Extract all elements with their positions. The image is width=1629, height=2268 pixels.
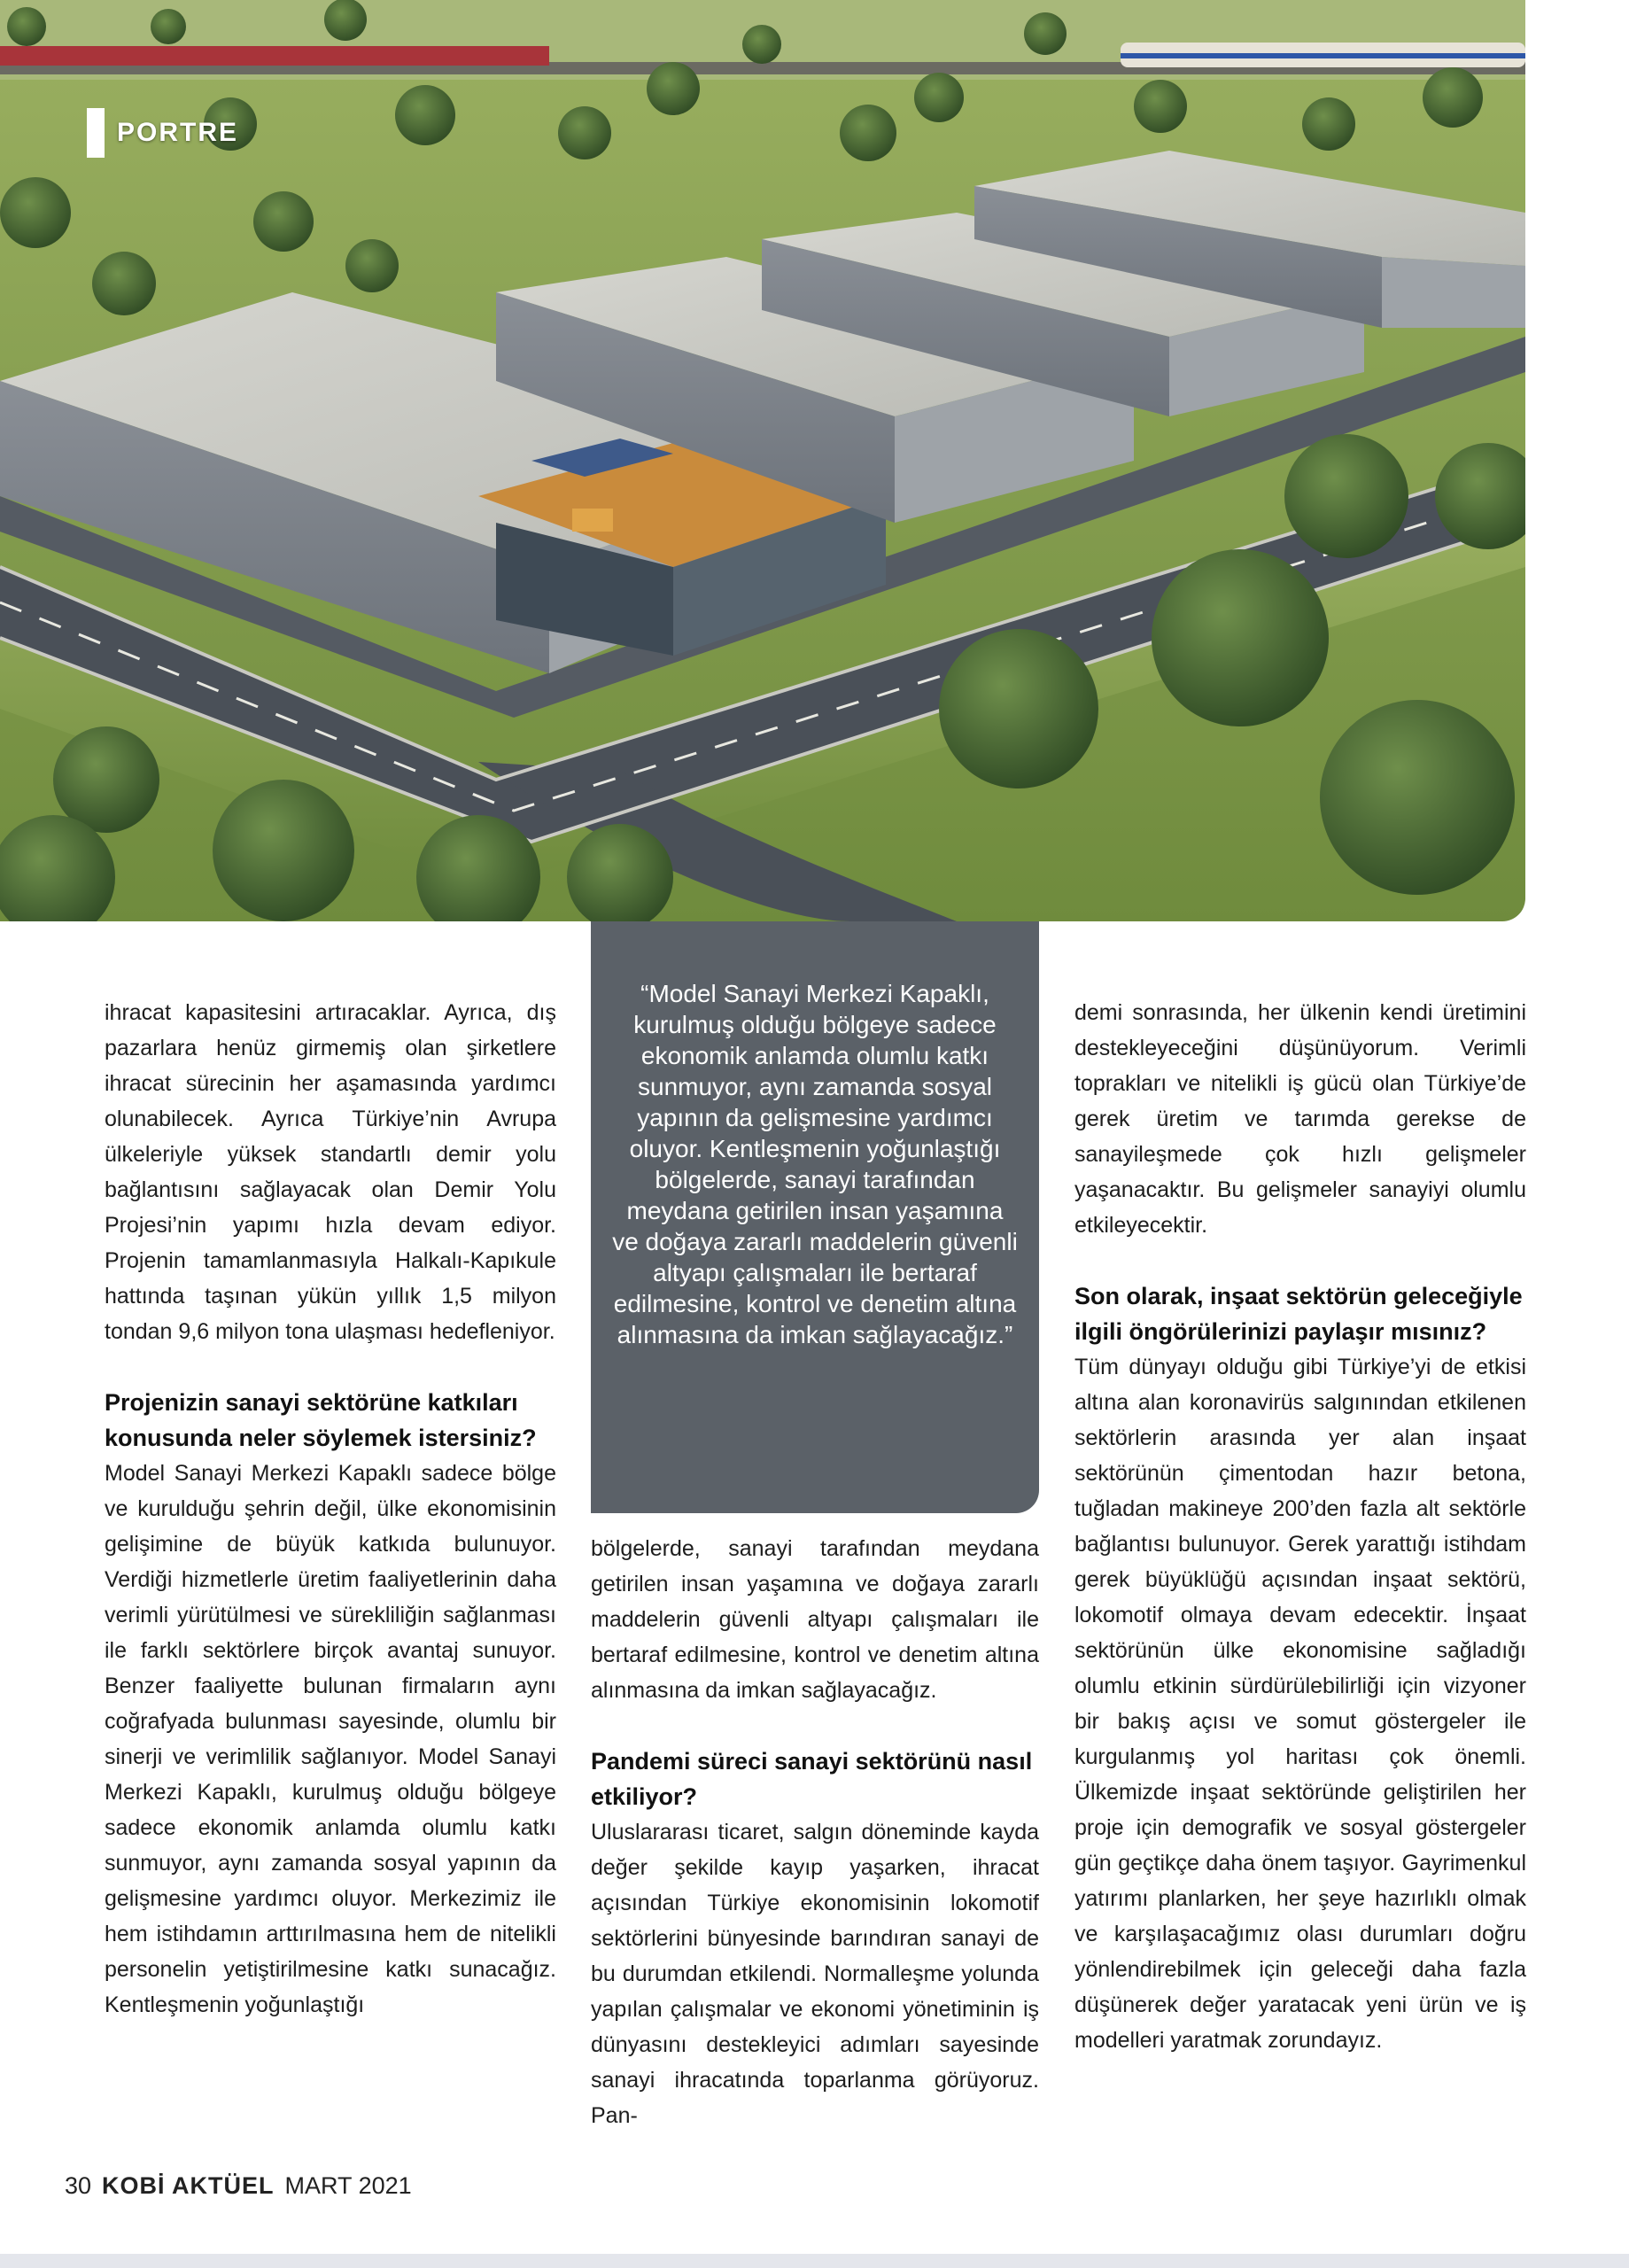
paragraph: bölgelerde, sanayi tarafından meydana getirilen insan yaşamına ve doğaya zararlı maddelerin güvenli altyapı çalışmaları ile bertaraf edilmesine, kontrol ve denetim altına alınmasına da imkan sağlayacağız. bbox=[591, 1536, 1039, 1703]
paragraph: demi sonrasında, her ülkenin kendi üretimini destekleyeceğini düşünüyorum. Verimli toprakları ve nitelikli iş gücü olan Türkiye’de gerek üretim ve tarımda gerekse de sanayileşmede çok hızlı gelişmeler yaşanacaktır. Bu gelişmeler sanayiyi olumlu etkileyecektir. bbox=[1074, 1000, 1526, 1238]
section-label: PORTRE bbox=[117, 118, 239, 147]
paragraph: Model Sanayi Merkezi Kapaklı sadece bölge ve kurulduğu şehrin değil, ülke ekonomisinin gelişimine de büyük katkıda bulunuyor. Verdiği hizmetlerle üretim faaliyetlerinin daha verimli yürütülmesi ve sürekliliğin sağlanması ile farklı sektörlere birçok avantaj sunuyor. Benzer faaliyette bulunan firmaların aynı coğrafyada bulunması sayesinde, olumlu bir sinerji ve verimlilik sağlanıyor. Model Sanayi Merkezi Kapaklı, kurulmuş olduğu bölgeye sadece ekonomik anlamda olumlu katkı sunmuyor, aynı zamanda sosyal yapının da gelişmesine yardımcı oluyor. Merkezimiz ile hem istihdamın arttırılmasına hem de nitelikli personelin yetiştirilmesine katkı sunacağız. Kentleşmenin yoğunlaştığı bbox=[105, 1461, 556, 2017]
text-column-2 bbox=[591, 1531, 1039, 2133]
pull-quote-box bbox=[591, 921, 1039, 1513]
text-column-1 bbox=[105, 995, 556, 2023]
question-heading: Son olarak, inşaat sektörün geleceğiyle ilgili öngörülerinizi paylaşır mısınız? bbox=[1074, 1283, 1523, 1345]
question-heading: Pandemi süreci sanayi sektörünü nasıl etkiliyor? bbox=[591, 1748, 1033, 1810]
page-footer bbox=[65, 2172, 412, 2200]
page-number: 30 bbox=[65, 2172, 92, 2199]
paragraph: Tüm dünyayı olduğu gibi Türkiye’yi de etkisi altına alan koronavirüs salgınından etkilenen sektörlerin arasında yer alan inşaat sektörünün çimentodan hazır betona, tuğladan makineye 200’den fazla alt sektörle bağlantısı bulunuyor. Gerek yarattığı istihdam gerek büyüklüğü açısından inşaat sektörü, lokomotif olmaya devam edecektir. İnşaat sektörünün ülke ekonomisine sağladığı olumlu etkinin sürdürülebilirliği için vizyoner bir bakış açısı ve somut göstergeler ile kurgulanmış yol haritası çok önemli. Ülkemizde inşaat sektöründe geliştirilen her proje için demografik ve sosyal göstergeler gün geçtikçe daha önem taşıyor. Gayrimenkul yatırımı planlarken, her şeye hazırlıklı olmak ve karşılaşacağımız olası durumları doğru yönlendirebilmek için geleceği daha fazla düşünerek değer yaratacak yeni ürün ve iş modelleri yaratmak zorundayız. bbox=[1074, 1355, 1526, 2053]
freight-train-icon bbox=[0, 46, 549, 66]
paragraph: Uluslararası ticaret, salgın döneminde kayda değer şekilde kayıp yaşarken, ihracat açısından Türkiye ekonomisinin lokomotif sektörlerini bünyesinde barındıran sanayi de bu durumdan etkilendi. Normalleşme yolunda yapılan çalışmalar ve ekonomi yönetiminin iş dünyasını destekleyici adımları sayesinde sanayi ihracatında toparlanma görüyoruz. Pan- bbox=[591, 1820, 1039, 2128]
paragraph: ihracat kapasitesini artıracaklar. Ayrıca, dış pazarlara henüz girmemiş olan şirketlere ihracat sürecinin her aşamasında yardımcı olunabilecek. Ayrıca Türkiye’nin Avrupa ülkeleriyle yüksek standartlı demir yolu bağlantısını sağlayacak olan Demir Yolu Projesi’nin yapımı hızla devam ediyor. Projenin tamamlanmasıyla Halkalı-Kapıkule hattında taşınan yükün yıllık 1,5 milyon tondan 9,6 milyon tona ulaşması hedefleniyor. bbox=[105, 1000, 556, 1344]
section-tag bbox=[87, 108, 238, 158]
issue-date: MART 2021 bbox=[284, 2172, 412, 2199]
scan-edge-strip bbox=[0, 2254, 1629, 2268]
pull-quote-text: “Model Sanayi Merkezi Kapaklı, kurulmuş olduğu bölgeye sadece ekonomik anlamda olumlu katkı sunmuyor, aynı zamanda sosyal yapının da gelişmesine yardımcı oluyor. Kentleşmenin yoğunlaştığı bölgelerde, sanayi tarafından meydana getirilen insan yaşamına ve doğaya zararlı maddelerin güvenli altyapı çalışmaları ile bertaraf edilmesine, kontrol ve denetim altına alınmasına da imkan sağlayacağız.” bbox=[612, 980, 1018, 1348]
hero-illustration bbox=[0, 0, 1525, 921]
question-heading: Projenizin sanayi sektörüne katkıları konusunda neler söylemek istersiniz? bbox=[105, 1389, 537, 1451]
magazine-brand: KOBİ AKTÜEL bbox=[102, 2172, 275, 2199]
text-column-3 bbox=[1074, 995, 1526, 2058]
model-sign bbox=[572, 509, 613, 532]
section-tag-bar bbox=[87, 108, 105, 158]
